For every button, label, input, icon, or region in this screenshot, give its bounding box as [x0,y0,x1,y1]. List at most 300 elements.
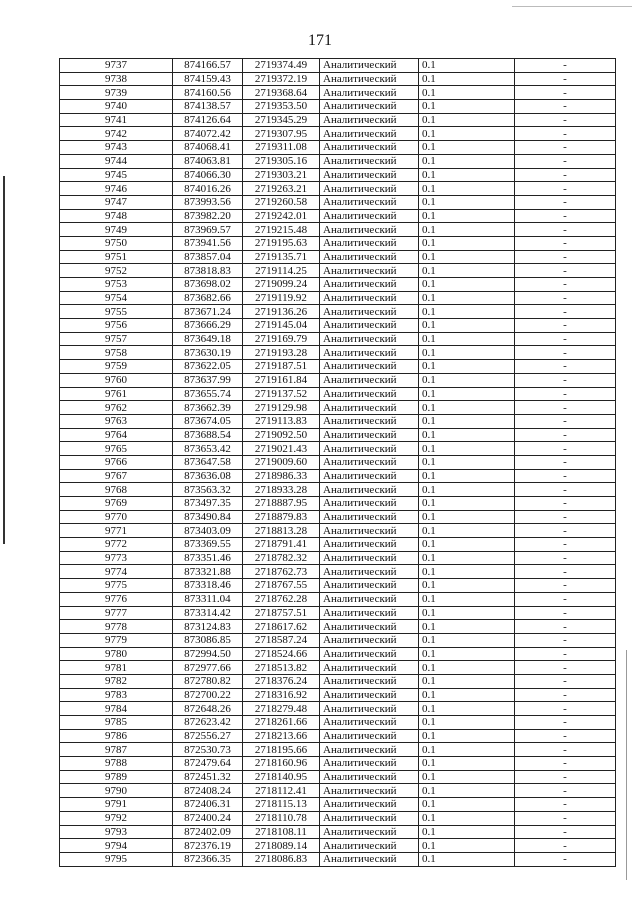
note-cell: - [515,538,616,552]
table-row [60,428,616,442]
coordinates-table-body [60,59,616,867]
table-row [60,579,616,593]
precision-cell: 0.1 [419,346,515,360]
x-coordinate-cell: 873671.24 [173,305,243,319]
method-cell: Аналитический [320,195,419,209]
y-coordinate-cell: 2719372.19 [243,72,320,86]
x-coordinate-cell: 874126.64 [173,113,243,127]
x-coordinate-cell: 873497.35 [173,497,243,511]
point-number-cell: 9760 [60,373,173,387]
method-cell: Аналитический [320,757,419,771]
x-coordinate-cell: 873982.20 [173,209,243,223]
precision-cell: 0.1 [419,661,515,675]
y-coordinate-cell: 2719353.50 [243,100,320,114]
precision-cell: 0.1 [419,483,515,497]
y-coordinate-cell: 2719009.60 [243,455,320,469]
method-cell: Аналитический [320,620,419,634]
y-coordinate-cell: 2719021.43 [243,442,320,456]
note-cell: - [515,72,616,86]
note-cell: - [515,784,616,798]
page-number: 171 [308,32,332,49]
x-coordinate-cell: 872408.24 [173,784,243,798]
point-number-cell: 9762 [60,401,173,415]
point-number-cell: 9763 [60,414,173,428]
precision-cell: 0.1 [419,592,515,606]
method-cell: Аналитический [320,551,419,565]
x-coordinate-cell: 874016.26 [173,182,243,196]
table-row [60,401,616,415]
x-coordinate-cell: 873351.46 [173,551,243,565]
table-row [60,852,616,866]
precision-cell: 0.1 [419,59,515,73]
precision-cell: 0.1 [419,209,515,223]
precision-cell: 0.1 [419,264,515,278]
y-coordinate-cell: 2719137.52 [243,387,320,401]
x-coordinate-cell: 873124.83 [173,620,243,634]
table-row [60,565,616,579]
point-number-cell: 9789 [60,770,173,784]
method-cell: Аналитический [320,592,419,606]
x-coordinate-cell: 873086.85 [173,633,243,647]
note-cell: - [515,86,616,100]
y-coordinate-cell: 2719345.29 [243,113,320,127]
note-cell: - [515,278,616,292]
y-coordinate-cell: 2719129.98 [243,401,320,415]
method-cell: Аналитический [320,743,419,757]
method-cell: Аналитический [320,469,419,483]
precision-cell: 0.1 [419,113,515,127]
precision-cell: 0.1 [419,702,515,716]
method-cell: Аналитический [320,141,419,155]
note-cell: - [515,141,616,155]
note-cell: - [515,565,616,579]
point-number-cell: 9753 [60,278,173,292]
y-coordinate-cell: 2718160.96 [243,757,320,771]
precision-cell: 0.1 [419,497,515,511]
precision-cell: 0.1 [419,141,515,155]
table-row [60,770,616,784]
note-cell: - [515,373,616,387]
precision-cell: 0.1 [419,852,515,866]
point-number-cell: 9739 [60,86,173,100]
point-number-cell: 9754 [60,291,173,305]
table-row [60,319,616,333]
method-cell: Аналитический [320,113,419,127]
method-cell: Аналитический [320,661,419,675]
point-number-cell: 9752 [60,264,173,278]
y-coordinate-cell: 2718813.28 [243,524,320,538]
x-coordinate-cell: 873314.42 [173,606,243,620]
note-cell: - [515,168,616,182]
point-number-cell: 9773 [60,551,173,565]
table-row [60,483,616,497]
method-cell: Аналитический [320,401,419,415]
table-row [60,291,616,305]
table-row [60,59,616,73]
method-cell: Аналитический [320,497,419,511]
precision-cell: 0.1 [419,565,515,579]
x-coordinate-cell: 873857.04 [173,250,243,264]
x-coordinate-cell: 873622.05 [173,360,243,374]
table-row [60,305,616,319]
table-row [60,839,616,853]
point-number-cell: 9757 [60,332,173,346]
point-number-cell: 9746 [60,182,173,196]
table-row [60,743,616,757]
method-cell: Аналитический [320,182,419,196]
x-coordinate-cell: 873993.56 [173,195,243,209]
method-cell: Аналитический [320,524,419,538]
note-cell: - [515,716,616,730]
y-coordinate-cell: 2718757.51 [243,606,320,620]
precision-cell: 0.1 [419,195,515,209]
y-coordinate-cell: 2719368.64 [243,86,320,100]
method-cell: Аналитический [320,852,419,866]
x-coordinate-cell: 872366.35 [173,852,243,866]
y-coordinate-cell: 2719305.16 [243,154,320,168]
y-coordinate-cell: 2719215.48 [243,223,320,237]
precision-cell: 0.1 [419,757,515,771]
y-coordinate-cell: 2718376.24 [243,674,320,688]
precision-cell: 0.1 [419,236,515,250]
y-coordinate-cell: 2719374.49 [243,59,320,73]
table-row [60,127,616,141]
y-coordinate-cell: 2718767.55 [243,579,320,593]
point-number-cell: 9777 [60,606,173,620]
precision-cell: 0.1 [419,291,515,305]
note-cell: - [515,647,616,661]
method-cell: Аналитический [320,825,419,839]
x-coordinate-cell: 873655.74 [173,387,243,401]
note-cell: - [515,839,616,853]
precision-cell: 0.1 [419,674,515,688]
x-coordinate-cell: 872648.26 [173,702,243,716]
method-cell: Аналитический [320,483,419,497]
note-cell: - [515,674,616,688]
table-row [60,757,616,771]
point-number-cell: 9744 [60,154,173,168]
precision-cell: 0.1 [419,414,515,428]
x-coordinate-cell: 873818.83 [173,264,243,278]
y-coordinate-cell: 2718279.48 [243,702,320,716]
note-cell: - [515,592,616,606]
precision-cell: 0.1 [419,743,515,757]
point-number-cell: 9740 [60,100,173,114]
note-cell: - [515,743,616,757]
table-row [60,551,616,565]
x-coordinate-cell: 873682.66 [173,291,243,305]
y-coordinate-cell: 2719242.01 [243,209,320,223]
x-coordinate-cell: 872556.27 [173,729,243,743]
method-cell: Аналитический [320,606,419,620]
x-coordinate-cell: 873649.18 [173,332,243,346]
method-cell: Аналитический [320,319,419,333]
table-row [60,264,616,278]
note-cell: - [515,770,616,784]
point-number-cell: 9788 [60,757,173,771]
x-coordinate-cell: 872623.42 [173,716,243,730]
x-coordinate-cell: 873637.99 [173,373,243,387]
x-coordinate-cell: 872994.50 [173,647,243,661]
precision-cell: 0.1 [419,688,515,702]
precision-cell: 0.1 [419,551,515,565]
note-cell: - [515,236,616,250]
note-cell: - [515,428,616,442]
y-coordinate-cell: 2719311.08 [243,141,320,155]
table-row [60,72,616,86]
note-cell: - [515,264,616,278]
precision-cell: 0.1 [419,387,515,401]
note-cell: - [515,291,616,305]
method-cell: Аналитический [320,784,419,798]
method-cell: Аналитический [320,305,419,319]
x-coordinate-cell: 873666.29 [173,319,243,333]
x-coordinate-cell: 872780.82 [173,674,243,688]
table-row [60,538,616,552]
y-coordinate-cell: 2719114.25 [243,264,320,278]
y-coordinate-cell: 2719135.71 [243,250,320,264]
precision-cell: 0.1 [419,428,515,442]
method-cell: Аналитический [320,538,419,552]
table-row [60,209,616,223]
y-coordinate-cell: 2718112.41 [243,784,320,798]
table-row [60,250,616,264]
table-row [60,716,616,730]
point-number-cell: 9794 [60,839,173,853]
table-row [60,113,616,127]
y-coordinate-cell: 2718986.33 [243,469,320,483]
x-coordinate-cell: 873369.55 [173,538,243,552]
point-number-cell: 9759 [60,360,173,374]
y-coordinate-cell: 2718587.24 [243,633,320,647]
note-cell: - [515,606,616,620]
x-coordinate-cell: 872530.73 [173,743,243,757]
point-number-cell: 9751 [60,250,173,264]
method-cell: Аналитический [320,674,419,688]
point-number-cell: 9786 [60,729,173,743]
point-number-cell: 9747 [60,195,173,209]
table-row [60,332,616,346]
note-cell: - [515,387,616,401]
y-coordinate-cell: 2719260.58 [243,195,320,209]
table-row [60,223,616,237]
table-row [60,497,616,511]
point-number-cell: 9748 [60,209,173,223]
point-number-cell: 9768 [60,483,173,497]
method-cell: Аналитический [320,360,419,374]
y-coordinate-cell: 2718261.66 [243,716,320,730]
precision-cell: 0.1 [419,633,515,647]
note-cell: - [515,401,616,415]
method-cell: Аналитический [320,414,419,428]
precision-cell: 0.1 [419,182,515,196]
method-cell: Аналитический [320,579,419,593]
table-row [60,729,616,743]
method-cell: Аналитический [320,770,419,784]
x-coordinate-cell: 874072.42 [173,127,243,141]
note-cell: - [515,414,616,428]
method-cell: Аналитический [320,373,419,387]
x-coordinate-cell: 872376.19 [173,839,243,853]
precision-cell: 0.1 [419,154,515,168]
method-cell: Аналитический [320,223,419,237]
precision-cell: 0.1 [419,510,515,524]
precision-cell: 0.1 [419,798,515,812]
note-cell: - [515,497,616,511]
method-cell: Аналитический [320,702,419,716]
y-coordinate-cell: 2718108.11 [243,825,320,839]
table-row [60,278,616,292]
x-coordinate-cell: 873563.32 [173,483,243,497]
method-cell: Аналитический [320,647,419,661]
precision-cell: 0.1 [419,401,515,415]
point-number-cell: 9764 [60,428,173,442]
precision-cell: 0.1 [419,223,515,237]
table-row [60,455,616,469]
precision-cell: 0.1 [419,579,515,593]
method-cell: Аналитический [320,565,419,579]
x-coordinate-cell: 873490.84 [173,510,243,524]
point-number-cell: 9761 [60,387,173,401]
point-number-cell: 9745 [60,168,173,182]
method-cell: Аналитический [320,455,419,469]
x-coordinate-cell: 874066.30 [173,168,243,182]
table-row [60,100,616,114]
y-coordinate-cell: 2719303.21 [243,168,320,182]
x-coordinate-cell: 872451.32 [173,770,243,784]
table-row [60,510,616,524]
y-coordinate-cell: 2718524.66 [243,647,320,661]
y-coordinate-cell: 2719136.26 [243,305,320,319]
note-cell: - [515,182,616,196]
table-row [60,784,616,798]
x-coordinate-cell: 873403.09 [173,524,243,538]
method-cell: Аналитический [320,688,419,702]
y-coordinate-cell: 2719161.84 [243,373,320,387]
precision-cell: 0.1 [419,100,515,114]
table-row [60,414,616,428]
point-number-cell: 9738 [60,72,173,86]
note-cell: - [515,455,616,469]
note-cell: - [515,195,616,209]
note-cell: - [515,100,616,114]
y-coordinate-cell: 2718617.62 [243,620,320,634]
table-row [60,360,616,374]
y-coordinate-cell: 2719145.04 [243,319,320,333]
method-cell: Аналитический [320,100,419,114]
note-cell: - [515,620,616,634]
point-number-cell: 9766 [60,455,173,469]
point-number-cell: 9742 [60,127,173,141]
note-cell: - [515,524,616,538]
scan-margin-mark [3,176,5,544]
table-row [60,620,616,634]
precision-cell: 0.1 [419,278,515,292]
table-row [60,346,616,360]
x-coordinate-cell: 872479.64 [173,757,243,771]
note-cell: - [515,360,616,374]
note-cell: - [515,209,616,223]
precision-cell: 0.1 [419,620,515,634]
method-cell: Аналитический [320,839,419,853]
x-coordinate-cell: 873662.39 [173,401,243,415]
y-coordinate-cell: 2718762.28 [243,592,320,606]
note-cell: - [515,332,616,346]
precision-cell: 0.1 [419,839,515,853]
method-cell: Аналитический [320,236,419,250]
method-cell: Аналитический [320,291,419,305]
y-coordinate-cell: 2719119.92 [243,291,320,305]
precision-cell: 0.1 [419,538,515,552]
method-cell: Аналитический [320,209,419,223]
precision-cell: 0.1 [419,250,515,264]
point-number-cell: 9750 [60,236,173,250]
table-row [60,661,616,675]
method-cell: Аналитический [320,428,419,442]
note-cell: - [515,469,616,483]
y-coordinate-cell: 2719187.51 [243,360,320,374]
note-cell: - [515,127,616,141]
x-coordinate-cell: 873688.54 [173,428,243,442]
table-row [60,524,616,538]
y-coordinate-cell: 2718791.41 [243,538,320,552]
note-cell: - [515,551,616,565]
y-coordinate-cell: 2719099.24 [243,278,320,292]
point-number-cell: 9791 [60,798,173,812]
method-cell: Аналитический [320,442,419,456]
y-coordinate-cell: 2719193.28 [243,346,320,360]
point-number-cell: 9741 [60,113,173,127]
note-cell: - [515,305,616,319]
table-row [60,674,616,688]
method-cell: Аналитический [320,154,419,168]
y-coordinate-cell: 2718110.78 [243,811,320,825]
precision-cell: 0.1 [419,606,515,620]
note-cell: - [515,798,616,812]
x-coordinate-cell: 873630.19 [173,346,243,360]
point-number-cell: 9749 [60,223,173,237]
precision-cell: 0.1 [419,811,515,825]
precision-cell: 0.1 [419,442,515,456]
point-number-cell: 9758 [60,346,173,360]
point-number-cell: 9787 [60,743,173,757]
method-cell: Аналитический [320,811,419,825]
note-cell: - [515,113,616,127]
table-row [60,798,616,812]
y-coordinate-cell: 2718513.82 [243,661,320,675]
y-coordinate-cell: 2718089.14 [243,839,320,853]
precision-cell: 0.1 [419,469,515,483]
method-cell: Аналитический [320,72,419,86]
point-number-cell: 9793 [60,825,173,839]
x-coordinate-cell: 874159.43 [173,72,243,86]
y-coordinate-cell: 2718195.66 [243,743,320,757]
table-row [60,811,616,825]
method-cell: Аналитический [320,332,419,346]
precision-cell: 0.1 [419,86,515,100]
point-number-cell: 9783 [60,688,173,702]
method-cell: Аналитический [320,168,419,182]
table-row [60,195,616,209]
method-cell: Аналитический [320,86,419,100]
x-coordinate-cell: 873698.02 [173,278,243,292]
precision-cell: 0.1 [419,127,515,141]
point-number-cell: 9743 [60,141,173,155]
note-cell: - [515,579,616,593]
point-number-cell: 9771 [60,524,173,538]
note-cell: - [515,633,616,647]
y-coordinate-cell: 2719113.83 [243,414,320,428]
